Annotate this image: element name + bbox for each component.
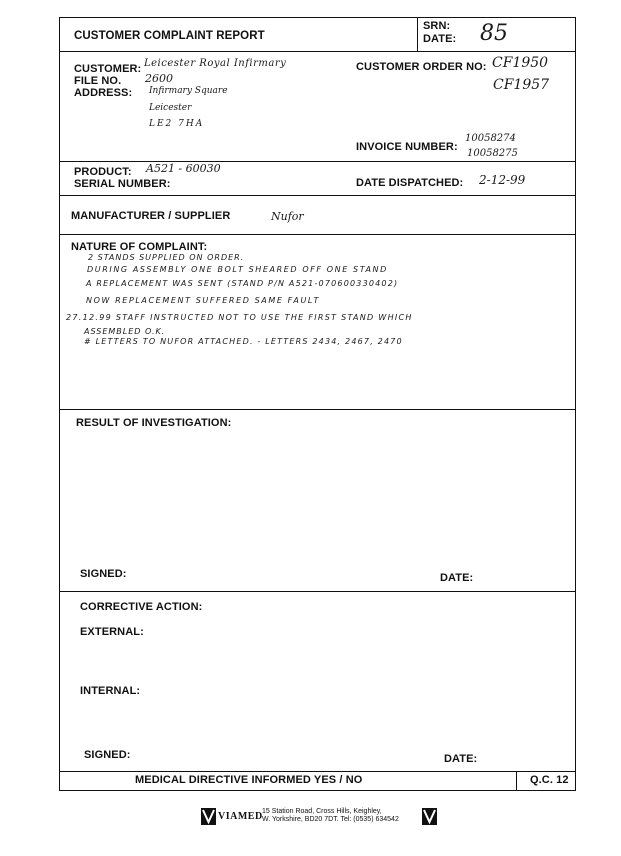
- product-top-line: [59, 161, 576, 162]
- investigation-label: RESULT OF INVESTIGATION:: [76, 417, 232, 429]
- address-line-3: LE2 7HA: [149, 119, 205, 129]
- investigation-signed-label: SIGNED:: [80, 568, 127, 580]
- external-label: EXTERNAL:: [80, 626, 144, 638]
- customer-order-label: CUSTOMER ORDER NO:: [356, 61, 487, 73]
- file-no-value: 2600: [145, 72, 173, 85]
- complaint-line-6: ASSEMBLED O.K.: [84, 327, 166, 336]
- date-dispatched-value: 2-12-99: [479, 173, 526, 187]
- corrective-signed-label: SIGNED:: [84, 749, 131, 761]
- srn-value: 85: [480, 21, 508, 46]
- corrective-top-line: [59, 591, 576, 592]
- complaint-line-3: A REPLACEMENT WAS SENT (STAND P/N A521-070600330402): [86, 279, 399, 288]
- viamed-company-name: VIAMED: [218, 811, 263, 822]
- customer-value: Leicester Royal Infirmary: [144, 58, 287, 69]
- viamed-logo-icon: [201, 808, 216, 825]
- manufacturer-top-line: [59, 195, 576, 196]
- viamed-logo-left: [201, 808, 216, 825]
- complaint-top-line: [59, 234, 576, 235]
- customer-order-value-1: CF1950: [492, 55, 549, 71]
- complaint-label: NATURE OF COMPLAINT:: [71, 241, 208, 253]
- footer-address-line-1: 15 Station Road, Cross Hills, Keighley,: [262, 808, 382, 815]
- manufacturer-value: Nufor: [271, 210, 304, 223]
- product-value: A521 - 60030: [146, 162, 221, 175]
- product-label: PRODUCT:: [74, 166, 132, 178]
- viamed-logo-right: [422, 808, 437, 825]
- bottom-strip-line: [59, 771, 576, 772]
- complaint-line-5: 27.12.99 STAFF INSTRUCTED NOT TO USE THE FIRST STAND WHICH: [66, 313, 413, 322]
- viamed-logo-icon: [422, 808, 437, 825]
- header-date-label: DATE:: [423, 33, 457, 45]
- invoice-label: INVOICE NUMBER:: [356, 141, 458, 153]
- bottom-strip-divider: [516, 771, 517, 791]
- complaint-line-4: NOW REPLACEMENT SUFFERED SAME FAULT: [86, 296, 320, 305]
- address-line-2: Leicester: [149, 103, 192, 113]
- header-bottom-line: [59, 51, 576, 52]
- form-title: CUSTOMER COMPLAINT REPORT: [74, 30, 265, 42]
- form-code: Q.C. 12: [530, 774, 569, 786]
- corrective-label: CORRECTIVE ACTION:: [80, 601, 203, 613]
- serial-number-label: SERIAL NUMBER:: [74, 178, 171, 190]
- investigation-date-label: DATE:: [440, 572, 474, 584]
- complaint-line-2: DURING ASSEMBLY ONE BOLT SHEARED OFF ONE STAND: [87, 265, 388, 274]
- invoice-value-1: 10058274: [465, 133, 516, 144]
- address-label: ADDRESS:: [74, 87, 133, 99]
- customer-order-value-2: CF1957: [493, 77, 550, 93]
- srn-label: SRN:: [423, 20, 451, 32]
- date-dispatched-label: DATE DISPATCHED:: [356, 177, 464, 189]
- address-line-1: Infirmary Square: [149, 86, 228, 96]
- complaint-line-7: # LETTERS TO NUFOR ATTACHED. - LETTERS 2434, 2467, 2470: [84, 337, 403, 346]
- corrective-date-label: DATE:: [444, 753, 478, 765]
- investigation-top-line: [59, 409, 576, 410]
- footer-address-line-2: W. Yorkshire, BD20 7DT. Tel: (0535) 634542: [262, 816, 399, 823]
- internal-label: INTERNAL:: [80, 685, 141, 697]
- complaint-line-1: 2 STANDS SUPPLIED ON ORDER.: [88, 253, 245, 262]
- invoice-value-2: 10058275: [467, 148, 518, 159]
- header-divider: [417, 17, 418, 51]
- medical-directive-label: MEDICAL DIRECTIVE INFORMED YES / NO: [135, 774, 363, 786]
- file-no-label: FILE NO.: [74, 75, 122, 87]
- customer-label: CUSTOMER:: [74, 63, 142, 75]
- manufacturer-label: MANUFACTURER / SUPPLIER: [71, 210, 231, 222]
